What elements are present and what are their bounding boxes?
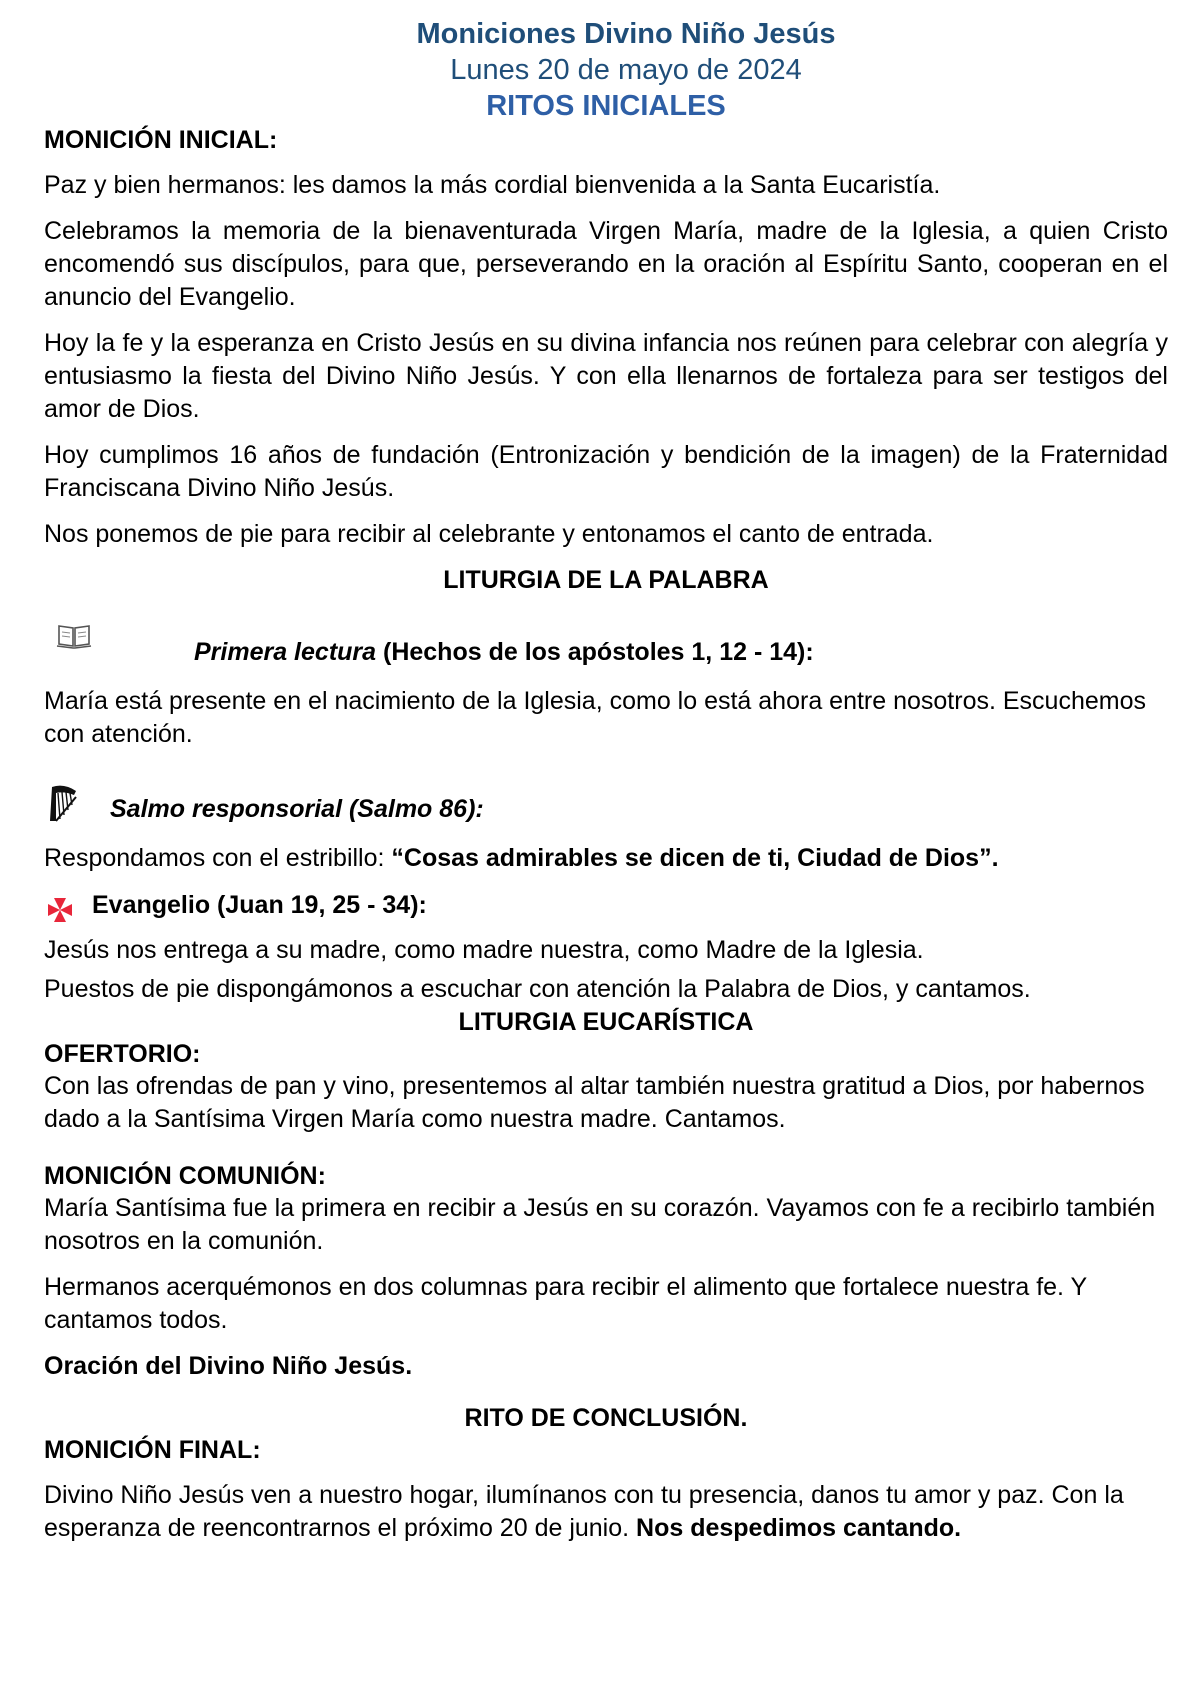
monicion-final-label: MONICIÓN FINAL: xyxy=(44,1436,261,1464)
salmo-refrain: “Cosas admirables se dicen de ti, Ciudad de Dios”. xyxy=(391,844,999,872)
salmo-intro: Respondamos con el estribillo: xyxy=(44,844,392,872)
rito-conclusion-heading: RITO DE CONCLUSIÓN. xyxy=(464,1404,748,1432)
evangelio-row xyxy=(44,885,1168,925)
ofertorio-label: OFERTORIO: xyxy=(44,1040,201,1068)
monicion-final-closing: Nos despedimos cantando. xyxy=(636,1514,962,1542)
liturgia-eucaristica-heading: LITURGIA EUCARÍSTICA xyxy=(458,1008,754,1036)
comunion-p1: María Santísima fue la primera en recibir a Jesús en su corazón. Vayamos con fe a recibirlo también nosotros en la comunión. xyxy=(44,1194,1156,1255)
salmo-heading xyxy=(110,793,484,825)
document-page xyxy=(44,16,1168,1545)
monicion-final-text xyxy=(44,1479,1168,1545)
document-title: Moniciones Divino Niño Jesús xyxy=(416,18,836,50)
monicion-final-body: Divino Niño Jesús ven a nuestro hogar, ilumínanos con tu presencia, danos tu amor y paz. Con la esperanza de reencontrarnos el próximo 20 de junio. xyxy=(44,1481,1124,1542)
comunion-p2: Hermanos acerquémonos en dos columnas para recibir el alimento que fortalece nuestra fe. Y cantamos todos. xyxy=(44,1273,1087,1334)
templar-cross-icon xyxy=(47,897,73,923)
section-ritos-iniciales: RITOS INICIALES xyxy=(486,90,726,122)
evangelio-p2: Puestos de pie dispongámonos a escuchar con atención la Palabra de Dios, y cantamos. xyxy=(44,975,1031,1003)
salmo-text xyxy=(44,842,1168,875)
primera-lectura-row xyxy=(44,622,1168,676)
salmo-row xyxy=(44,781,1168,833)
monicion-inicial-p5: Nos ponemos de pie para recibir al celebrante y entonamos el canto de entrada. xyxy=(44,520,934,548)
harp-icon xyxy=(46,783,80,823)
evangelio-heading: Evangelio (Juan 19, 25 - 34): xyxy=(92,891,427,919)
evangelio-p1: Jesús nos entrega a su madre, como madre nuestra, como Madre de la Iglesia. xyxy=(44,936,924,964)
oracion-divino-nino: Oración del Divino Niño Jesús. xyxy=(44,1352,413,1380)
ofertorio-text: Con las ofrendas de pan y vino, presentemos al altar también nuestra gratitud a Dios, por habernos dado a la Santísima Virgen María como nuestra madre. Cantamos. xyxy=(44,1072,1145,1133)
liturgia-palabra-heading: LITURGIA DE LA PALABRA xyxy=(443,566,769,594)
primera-lectura-title: Primera lectura xyxy=(194,638,377,666)
monicion-inicial-p4: Hoy cumplimos 16 años de fundación (Entronización y bendición de la imagen) de la Fraternidad Franciscana Divino Niño Jesús. xyxy=(44,441,1168,502)
salmo-title: Salmo responsorial (Salmo 86): xyxy=(110,795,484,823)
monicion-inicial-p1: Paz y bien hermanos: les damos la más cordial bienvenida a la Santa Eucaristía. xyxy=(44,171,941,199)
primera-lectura-ref: (Hechos de los apóstoles 1, 12 - 14): xyxy=(376,638,814,666)
primera-lectura-heading xyxy=(194,636,814,668)
monicion-inicial-p3: Hoy la fe y la esperanza en Cristo Jesús en su divina infancia nos reúnen para celebrar con alegría y entusiasmo la fiesta del Divino Niño Jesús. Y con ella llenarnos de fortaleza para ser testigos del amor de Dios. xyxy=(44,329,1168,423)
header xyxy=(44,16,1168,124)
comunion-label: MONICIÓN COMUNIÓN: xyxy=(44,1162,326,1190)
open-book-icon xyxy=(56,622,92,650)
primera-lectura-text: María está presente en el nacimiento de la Iglesia, como lo está ahora entre nosotros. Escuchemos con atención. xyxy=(44,687,1146,748)
document-date: Lunes 20 de mayo de 2024 xyxy=(450,54,802,86)
monicion-inicial-label: MONICIÓN INICIAL: xyxy=(44,126,278,154)
monicion-inicial-p2: Celebramos la memoria de la bienaventurada Virgen María, madre de la Iglesia, a quien Cristo encomendó sus discípulos, para que, perseverando en la oración al Espíritu Santo, cooperan en el anuncio del Evangelio. xyxy=(44,217,1168,311)
cross-shape xyxy=(48,898,72,922)
